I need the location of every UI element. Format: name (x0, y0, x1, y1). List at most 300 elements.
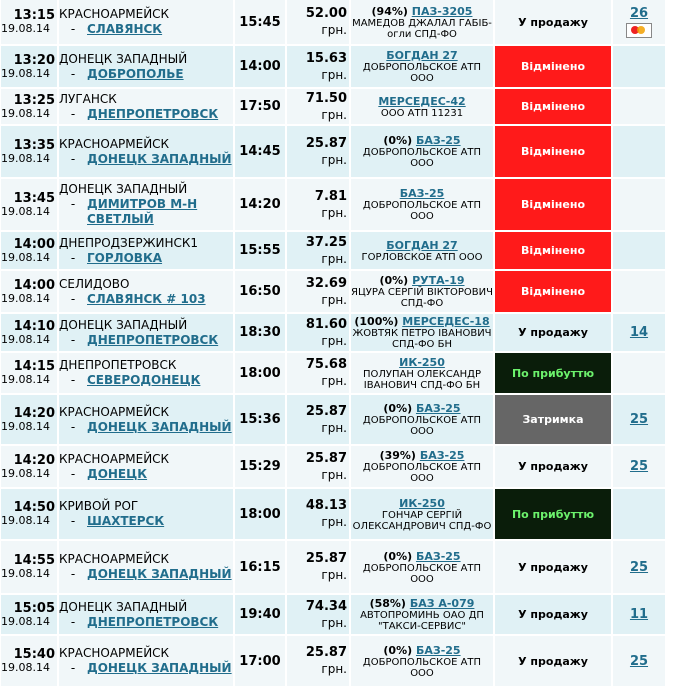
bus-cell (351, 46, 493, 87)
arrival-time: 17:50 (235, 89, 285, 124)
price-value: 15.63 (305, 50, 347, 66)
currency-label: грн. (321, 568, 347, 582)
departure-date: 19.08.14 (1, 661, 50, 674)
departure-cell (1, 46, 57, 87)
route-dash: - (70, 614, 76, 629)
departure-cell (1, 353, 57, 393)
route-cell (59, 353, 233, 393)
status-badge: Відмінено (495, 89, 611, 124)
seats-cell (613, 636, 665, 686)
bus-model-link[interactable]: БОГДАН 27 (386, 238, 458, 252)
origin-station: КРАСНОАРМЕЙСК (59, 7, 170, 21)
destination-line (59, 661, 233, 676)
status-badge: Відмінено (495, 46, 611, 87)
bus-model-link[interactable]: БАЗ-25 (415, 402, 461, 415)
seats-cell (613, 595, 665, 634)
seats-cell (613, 353, 665, 393)
bus-cell (351, 179, 493, 230)
status-badge: Відмінено (495, 271, 611, 312)
free-seats-link[interactable]: 14 (629, 325, 649, 340)
bus-model-link[interactable]: БАЗ-25 (415, 134, 461, 147)
occupancy-percent: (0%) (383, 402, 413, 415)
arrival-time: 16:15 (235, 541, 285, 593)
currency-label: грн. (321, 152, 347, 167)
route-cell (59, 446, 233, 487)
bus-cell (351, 395, 493, 444)
status-badge: У продажу (495, 541, 611, 593)
seats-cell (613, 126, 665, 177)
destination-link[interactable]: ДОБРОПОЛЬЕ (87, 66, 184, 81)
price-value: 25.87 (305, 403, 347, 419)
destination-link[interactable]: ДОНЕЦК ЗАПАДНЫЙ (87, 567, 232, 581)
bus-cell (351, 541, 493, 593)
departure-time: 14:50 (13, 500, 55, 515)
carrier-name: ГОРЛОВСКОЕ АТП ООО (361, 251, 483, 263)
route-cell (59, 126, 233, 177)
origin-station: КРАСНОАРМЕЙСК (59, 404, 170, 419)
seats-cell (613, 271, 665, 312)
price-value: 32.69 (305, 275, 347, 291)
departure-time: 13:35 (13, 137, 55, 153)
seats-cell (613, 395, 665, 444)
destination-link[interactable]: ШАХТЕРСК (87, 514, 165, 528)
bus-model (351, 315, 493, 328)
departure-cell (1, 126, 57, 177)
table-row (1, 541, 665, 593)
bus-model-link[interactable]: РУТА-19 (412, 274, 465, 287)
departure-date: 19.08.14 (1, 466, 50, 480)
route-dash: - (70, 66, 76, 81)
status-badge: По прибуттю (495, 489, 611, 539)
currency-label: грн. (321, 374, 347, 388)
bus-model-link[interactable]: БАЗ-25 (399, 187, 445, 200)
free-seats-link[interactable]: 25 (629, 412, 649, 427)
price-cell (287, 636, 349, 686)
table-row (1, 271, 665, 312)
bus-model-link[interactable]: ИК-250 (399, 496, 445, 510)
currency-label: грн. (321, 23, 347, 37)
route-cell (59, 0, 233, 44)
route-dash: - (70, 106, 76, 121)
card-payment-icon[interactable] (626, 23, 652, 38)
destination-link[interactable]: ДИМИТРОВ М-Н СВЕТЛЫЙ (87, 197, 198, 226)
route-cell (59, 179, 233, 230)
route-dash: - (70, 466, 76, 481)
destination-link[interactable]: ДНЕПРОПЕТРОВСК (87, 106, 219, 121)
currency-label: грн. (321, 292, 347, 307)
table-row (1, 489, 665, 539)
seats-cell (613, 314, 665, 351)
bus-cell (351, 636, 493, 686)
carrier-name: АВТОПРОМИНЬ ОАО ДП "ТАКСИ-СЕРВИС" (360, 610, 484, 632)
origin-station: КРАСНОАРМЕЙСК (59, 451, 170, 466)
table-row (1, 179, 665, 230)
destination-line (59, 514, 233, 529)
status-badge: Відмінено (495, 232, 611, 269)
arrival-time: 14:45 (235, 126, 285, 177)
departure-time: 13:15 (13, 8, 55, 23)
price-cell (287, 489, 349, 539)
price-value: 25.87 (305, 450, 347, 466)
departure-time: 13:45 (13, 190, 55, 206)
carrier-name: ЖОВТЯК ПЕТРО ІВАНОВИЧ СПД-ФО БН (352, 328, 492, 350)
occupancy-percent: (0%) (383, 549, 413, 563)
departure-time: 14:15 (13, 359, 55, 374)
bus-model-link[interactable]: БАЗ-25 (415, 549, 461, 563)
bus-cell (351, 314, 493, 351)
bus-cell (351, 595, 493, 634)
table-row (1, 395, 665, 444)
destination-line (59, 467, 233, 482)
departure-time: 14:10 (13, 318, 55, 334)
origin-station: КРАСНОАРМЕЙСК (59, 552, 170, 566)
route-dash: - (70, 250, 76, 265)
table-row (1, 46, 665, 87)
bus-model (351, 95, 493, 108)
price-cell (287, 89, 349, 124)
seats-cell (613, 179, 665, 230)
currency-label: грн. (321, 515, 347, 529)
destination-link[interactable]: ДОНЕЦК ЗАПАДНЫЙ (87, 419, 232, 434)
price-value: 75.68 (305, 357, 347, 372)
table-row (1, 314, 665, 351)
departure-cell (1, 0, 57, 44)
bus-model (351, 134, 493, 147)
route-cell (59, 232, 233, 269)
arrival-time: 15:29 (235, 446, 285, 487)
bus-model (351, 239, 493, 252)
destination-link[interactable]: СЛАВЯНСК (87, 22, 163, 36)
route-cell (59, 46, 233, 87)
destination-line (59, 420, 233, 435)
bus-cell (351, 271, 493, 312)
bus-cell (351, 0, 493, 44)
price-value: 71.50 (305, 90, 347, 106)
route-dash: - (70, 419, 76, 434)
route-dash: - (70, 373, 76, 387)
price-value: 37.25 (305, 234, 347, 250)
carrier-name: ДОБРОПОЛЬСКОЕ АТП ООО (362, 415, 482, 437)
destination-link[interactable]: ДНЕПРОПЕТРОВСК (87, 614, 219, 629)
departure-date: 19.08.14 (1, 250, 50, 264)
carrier-name: ПОЛУПАН ОЛЕКСАНДР ІВАНОВИЧ СПД-ФО БН (362, 368, 482, 391)
destination-link[interactable]: ДНЕПРОПЕТРОВСК (87, 332, 219, 347)
schedule-rows (1, 0, 665, 686)
occupancy-percent: (94%) (371, 4, 408, 18)
destination-link[interactable]: СЕВЕРОДОНЕЦК (87, 373, 201, 387)
status-badge: Відмінено (495, 179, 611, 230)
departure-cell (1, 271, 57, 312)
departure-cell (1, 395, 57, 444)
bus-cell (351, 489, 493, 539)
price-cell (287, 353, 349, 393)
price-cell (287, 271, 349, 312)
departure-date: 19.08.14 (1, 291, 50, 305)
departure-cell (1, 489, 57, 539)
destination-line (59, 197, 233, 227)
destination-line (59, 22, 233, 37)
price-cell (287, 446, 349, 487)
departure-cell (1, 541, 57, 593)
bus-model-link[interactable]: БАЗ А-079 (409, 597, 475, 610)
destination-line (59, 67, 233, 82)
status-badge: У продажу (495, 314, 611, 351)
route-dash: - (70, 514, 76, 528)
departure-date: 19.08.14 (1, 514, 50, 527)
departure-time: 14:20 (13, 452, 55, 468)
bus-model (351, 187, 493, 200)
destination-line (59, 107, 233, 122)
departure-date: 19.08.14 (1, 332, 50, 346)
price-cell (287, 0, 349, 44)
price-cell (287, 314, 349, 351)
departure-time: 13:20 (13, 52, 55, 68)
departure-time: 14:20 (13, 405, 55, 421)
seats-cell (613, 89, 665, 124)
departure-cell (1, 446, 57, 487)
bus-model (351, 5, 493, 18)
carrier-name: ГОНЧАР СЕРГІЙ ОЛЕКСАНДРОВИЧ СПД-ФО (352, 509, 492, 532)
destination-line (59, 333, 233, 348)
currency-label: грн. (321, 467, 347, 482)
origin-station: КРАСНОАРМЕЙСК (59, 136, 170, 151)
bus-model (351, 274, 493, 287)
bus-model-link[interactable]: ИК-250 (399, 355, 445, 369)
departure-date: 19.08.14 (1, 151, 50, 165)
route-dash: - (70, 151, 76, 166)
destination-line (59, 152, 233, 167)
arrival-time: 15:45 (235, 0, 285, 44)
bus-model-link[interactable]: БАЗ-25 (415, 643, 461, 657)
route-cell (59, 271, 233, 312)
bus-cell (351, 353, 493, 393)
destination-link[interactable]: ДОНЕЦК ЗАПАДНЫЙ (87, 151, 232, 166)
origin-station: ДНЕПРОПЕТРОВСК (59, 358, 177, 372)
route-cell (59, 395, 233, 444)
departure-time: 14:00 (13, 236, 55, 252)
departure-time: 15:05 (13, 600, 55, 616)
free-seats-link[interactable]: 25 (629, 653, 649, 669)
free-seats-link[interactable]: 25 (629, 459, 649, 474)
carrier-name: ЯЦУРА СЕРГІЙ ВІКТОРОВИЧ СПД-ФО (351, 287, 493, 309)
carrier-name: ООО АТП 11231 (380, 107, 464, 119)
currency-label: грн. (321, 333, 347, 348)
seats-cell (613, 446, 665, 487)
price-cell (287, 46, 349, 87)
bus-model (351, 550, 493, 563)
destination-line (59, 615, 233, 630)
destination-link[interactable]: СЛАВЯНСК # 103 (87, 291, 206, 306)
price-value: 25.87 (305, 135, 347, 151)
occupancy-percent: (39%) (379, 449, 416, 462)
occupancy-percent: (58%) (369, 597, 406, 610)
route-cell (59, 314, 233, 351)
bus-model (351, 597, 493, 610)
origin-station: ДОНЕЦК ЗАПАДНЫЙ (59, 599, 188, 614)
table-row (1, 126, 665, 177)
destination-line (59, 292, 233, 307)
destination-line (59, 373, 233, 388)
price-cell (287, 232, 349, 269)
arrival-time: 18:00 (235, 353, 285, 393)
free-seats-link[interactable]: 11 (629, 607, 649, 622)
seats-cell (613, 46, 665, 87)
bus-model-link[interactable]: ПАЗ-3205 (411, 4, 473, 18)
destination-line (59, 567, 233, 582)
currency-label: грн. (321, 67, 347, 82)
arrival-time: 18:30 (235, 314, 285, 351)
origin-station: ДОНЕЦК ЗАПАДНЫЙ (59, 51, 188, 66)
departure-time: 14:55 (13, 553, 55, 568)
route-dash: - (70, 22, 76, 36)
price-value: 7.81 (314, 188, 347, 204)
currency-label: грн. (321, 251, 347, 266)
route-cell (59, 636, 233, 686)
departure-date: 19.08.14 (1, 22, 50, 35)
arrival-time: 14:00 (235, 46, 285, 87)
origin-station: ДОНЕЦК ЗАПАДНЫЙ (59, 317, 188, 332)
occupancy-percent: (0%) (379, 274, 409, 287)
bus-cell (351, 89, 493, 124)
bus-cell (351, 232, 493, 269)
arrival-time: 18:00 (235, 489, 285, 539)
occupancy-percent: (0%) (383, 643, 413, 657)
occupancy-percent: (100%) (354, 315, 399, 328)
arrival-time: 14:20 (235, 179, 285, 230)
departure-time: 14:00 (13, 277, 55, 293)
status-badge: У продажу (495, 636, 611, 686)
bus-model (351, 449, 493, 462)
route-cell (59, 89, 233, 124)
occupancy-percent: (0%) (383, 134, 413, 147)
carrier-name: ДОБРОПОЛЬСКОЕ АТП ООО (362, 562, 482, 585)
arrival-time: 19:40 (235, 595, 285, 634)
free-seats-link[interactable]: 25 (629, 559, 649, 575)
status-badge: У продажу (495, 446, 611, 487)
table-row (1, 232, 665, 269)
carrier-name: ДОБРОПОЛЬСКОЕ АТП ООО (362, 147, 482, 169)
price-cell (287, 395, 349, 444)
departure-cell (1, 595, 57, 634)
bus-model (351, 402, 493, 415)
carrier-name: ДОБРОПОЛЬСКОЕ АТП ООО (362, 62, 482, 84)
departure-cell (1, 232, 57, 269)
status-badge: Відмінено (495, 126, 611, 177)
departure-date: 19.08.14 (1, 567, 50, 580)
destination-link[interactable]: ДОНЕЦК (87, 466, 148, 481)
currency-label: грн. (321, 615, 347, 630)
arrival-time: 15:36 (235, 395, 285, 444)
arrival-time: 15:55 (235, 232, 285, 269)
bus-cell (351, 446, 493, 487)
seats-cell (613, 232, 665, 269)
route-dash: - (70, 567, 76, 581)
carrier-name: ДОБРОПОЛЬСКОЕ АТП ООО (362, 200, 482, 222)
arrival-time: 17:00 (235, 636, 285, 686)
currency-label: грн. (321, 420, 347, 435)
seats-cell (613, 489, 665, 539)
destination-link[interactable]: ДОНЕЦК ЗАПАДНЫЙ (87, 661, 232, 675)
table-row (1, 353, 665, 393)
route-cell (59, 541, 233, 593)
departure-cell (1, 314, 57, 351)
carrier-name: МАМЕДОВ ДЖАЛАЛ ГАБІБ-огли СПД-ФО (352, 17, 492, 40)
price-value: 48.13 (305, 498, 347, 513)
bus-cell (351, 126, 493, 177)
status-badge: У продажу (495, 0, 611, 44)
price-value: 74.34 (305, 598, 347, 614)
bus-model-link[interactable]: БАЗ-25 (419, 449, 465, 462)
price-cell (287, 126, 349, 177)
departure-date: 19.08.14 (1, 419, 50, 433)
origin-station: СЕЛИДОВО (59, 276, 130, 291)
currency-label: грн. (321, 107, 347, 122)
bus-model-link[interactable]: БОГДАН 27 (386, 49, 458, 62)
route-dash: - (70, 661, 76, 675)
price-cell (287, 541, 349, 593)
seats-cell (613, 541, 665, 593)
arrival-time: 16:50 (235, 271, 285, 312)
price-value: 81.60 (305, 316, 347, 332)
departure-date: 19.08.14 (1, 373, 50, 386)
bus-model-link[interactable]: МЕРСЕДЕС-18 (402, 315, 490, 328)
status-badge: Затримка (495, 395, 611, 444)
price-cell (287, 179, 349, 230)
departure-time: 13:25 (13, 92, 55, 108)
carrier-name: ДОБРОПОЛЬСКОЕ АТП ООО (362, 656, 482, 679)
route-cell (59, 595, 233, 634)
table-row (1, 89, 665, 124)
departure-cell (1, 89, 57, 124)
bus-model (351, 356, 493, 369)
status-badge: У продажу (495, 595, 611, 634)
route-dash: - (70, 332, 76, 347)
bus-model (351, 644, 493, 657)
departure-date: 19.08.14 (1, 614, 50, 628)
origin-station: ЛУГАНСК (59, 91, 117, 106)
route-dash: - (70, 291, 76, 306)
departure-cell (1, 179, 57, 230)
origin-station: КРАСНОАРМЕЙСК (59, 646, 170, 660)
departure-date: 19.08.14 (1, 204, 50, 218)
price-cell (287, 595, 349, 634)
departure-cell (1, 636, 57, 686)
carrier-name: ДОБРОПОЛЬСКОЕ АТП ООО (362, 462, 482, 484)
status-badge: По прибуттю (495, 353, 611, 393)
table-row (1, 636, 665, 686)
price-value: 25.87 (305, 645, 347, 660)
destination-link[interactable]: ГОРЛОВКА (87, 250, 163, 265)
currency-label: грн. (321, 662, 347, 676)
departure-date: 19.08.14 (1, 106, 50, 120)
origin-station: ДОНЕЦК ЗАПАДНЫЙ (59, 182, 188, 196)
free-seats-link[interactable]: 26 (629, 6, 649, 21)
seats-cell (613, 0, 665, 44)
bus-model-link[interactable]: МЕРСЕДЕС-42 (378, 94, 466, 108)
bus-model (351, 49, 493, 62)
bus-model (351, 497, 493, 510)
price-value: 25.87 (305, 551, 347, 566)
table-row (1, 0, 665, 44)
departure-time: 15:40 (13, 647, 55, 662)
currency-label: грн. (321, 205, 347, 220)
destination-line (59, 251, 233, 266)
origin-station: ДНЕПРОДЗЕРЖИНСК1 (59, 235, 199, 250)
table-row (1, 446, 665, 487)
departure-date: 19.08.14 (1, 66, 50, 80)
price-value: 52.00 (305, 6, 347, 21)
route-cell (59, 489, 233, 539)
